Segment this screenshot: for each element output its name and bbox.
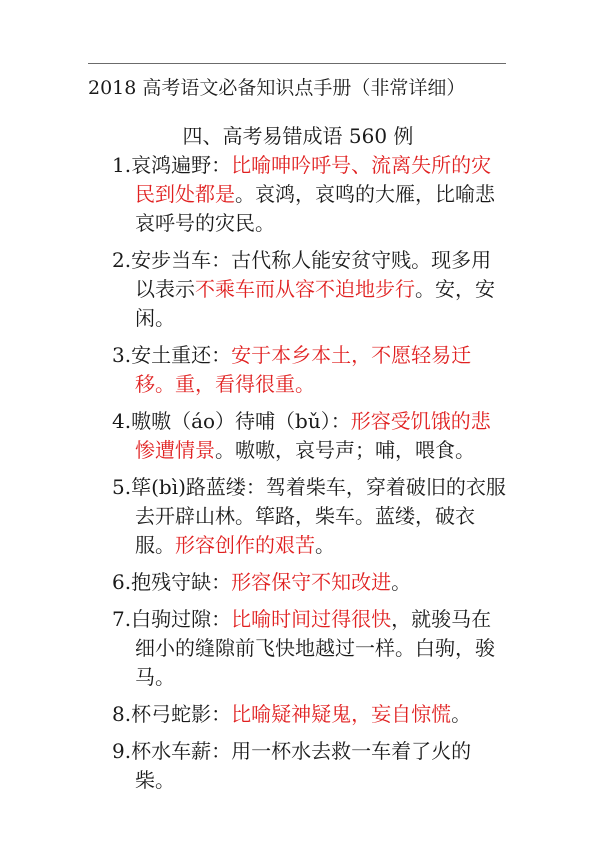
explanation-text: 用一杯水去救一车着了火的柴。 [135,739,472,792]
idiom-entry [112,700,510,729]
explanation-text: 。 [315,533,335,557]
header-rule [88,63,506,64]
idiom-entry [112,605,510,692]
entry-number: 1. [112,153,132,177]
highlighted-meaning: 形容创作的艰苦 [175,533,315,557]
highlighted-meaning: 不乘车而从容不迫地步行 [195,277,415,301]
highlighted-meaning: 比喻时间过得很快 [231,607,392,631]
highlighted-meaning: 比喻疑神疑鬼，妄自惊慌 [231,702,452,726]
explanation-text: 。 [451,702,472,726]
idiom-term: 哀鸿遍野： [131,153,232,177]
entry-number: 7. [112,607,132,631]
idiom-term: 杯水车薪： [131,739,232,763]
explanation-text: 古代称人能安贫守贱。现多用以表示 [135,248,492,301]
idiom-entry [112,407,510,465]
explanation-text: ，就骏马在细小的缝隙前飞快地越过一样。白驹，骏马。 [135,607,495,689]
document-title: 2018 高考语文必备知识点手册（非常详细） [88,77,466,99]
explanation-text: 。 [391,570,412,594]
idiom-entry [112,737,510,795]
entry-number: 3. [112,343,132,367]
idiom-entry [112,341,510,399]
entry-number: 5. [112,475,132,499]
idiom-entry [112,246,510,333]
idiom-term: 杯弓蛇影： [131,702,232,726]
idiom-entry [112,568,510,597]
highlighted-meaning: 形容保守不知改进 [231,570,392,594]
explanation-text: 。嗷嗷，哀号声；哺，喂食。 [215,438,475,462]
idiom-list [112,151,510,803]
highlighted-meaning: 安于本乡本土，不愿轻易迁移。重，看得很重。 [135,343,472,396]
idiom-term: 安土重还： [131,343,232,367]
idiom-term: 筚(bì)路蓝缕： [131,475,266,499]
entry-number: 2. [112,248,132,272]
idiom-entry [112,151,510,238]
idiom-entry [112,473,510,560]
idiom-term: 白驹过隙： [131,607,232,631]
explanation-text: 。哀鸿，哀鸣的大雁，比喻悲哀呼号的灾民。 [135,182,495,235]
entry-number: 4. [112,409,132,433]
section-title: 四、高考易错成语 560 例 [182,124,414,148]
idiom-term: 嗷嗷（áo）待哺（bǔ）： [131,409,351,433]
idiom-term: 安步当车： [131,248,232,272]
idiom-term: 抱残守缺： [131,570,232,594]
explanation-text: 驾着柴车，穿着破旧的衣服去开辟山林。筚路，柴车。蓝缕，破衣服。 [135,475,506,557]
entry-number: 6. [112,570,132,594]
entry-number: 8. [112,702,132,726]
highlighted-meaning: 形容受饥饿的悲惨遭情景 [135,409,491,462]
highlighted-meaning: 比喻呻吟呼号、流离失所的灾民到处都是 [135,153,492,206]
entry-number: 9. [112,739,132,763]
explanation-text: 。安，安闲。 [135,277,495,330]
